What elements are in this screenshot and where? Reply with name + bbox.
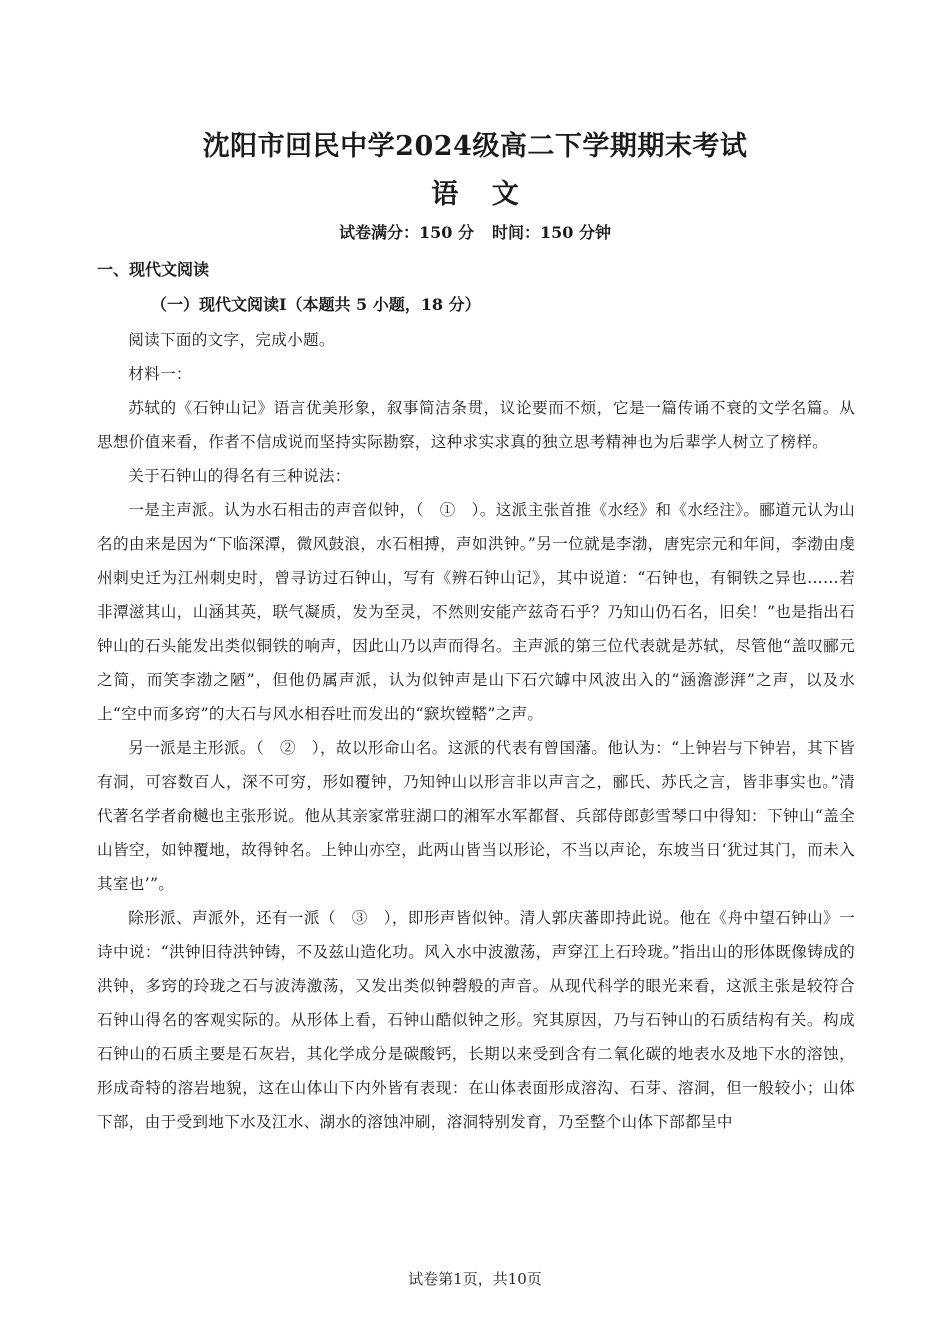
material-label: 材料一： [128,365,192,383]
exam-title: 沈阳市回民中学2024级高二下学期期末考试 [202,131,748,162]
time-info: 时间：150 分钟 [492,223,611,242]
subject-title: 语 文 [431,179,531,210]
section-heading: 一、现代文阅读 [97,260,210,279]
instruction-text: 阅读下面的文字，完成小题。 [128,331,335,349]
passage-paragraph: 苏轼的《石钟山记》语言优美形象，叙事简洁条贯，议论要而不烦，它是一篇传诵不衰的文学名篇。从思想价值来看，作者不信成说而坚持实际勘察，这种求实求真的独立思考精神也为后辈学人树立了榜样。 [97,399,855,451]
page-footer: 试卷第1页，共10页 [408,1270,542,1288]
reading-passage [97,323,855,1139]
subsection-heading: （一）现代文阅读I（本题共 5 小题，18 分） [151,295,481,314]
passage-paragraph: 关于石钟山的得名有三种说法： [128,467,351,485]
passage-paragraph: 一是主声派。认为水石相击的声音似钟，（ ① ）。这派主张首推《水经》和《水经注》。郦道元认为山名的由来是因为“下临深潭，微风鼓浪，水石相搏，声如洪钟。”另一位就是李渤，唐宪宗元和年间，李渤由虔州刺史迁为江州刺史时，曾寻访过石钟山，写有《辨石钟山记》，其中说道：“石钟也，有铜铁之异也……若非潭滋其山，山涵其英，联气凝质，发为至灵，不然则安能产兹奇石乎？乃知山仍石名，旧矣！”也是指出石钟山的石头能发出类似铜铁的响声，因此山乃以声而得名。主声派的第三位代表就是苏轼，尽管他“盖叹郦元之简，而笑李渤之陋”，但他仍属声派，认为似钟声是山下石穴罅中风波出入的“涵澹澎湃”之声，以及水上“空中而多窍”的大石与风水相吞吐而发出的“窾坎镗鞳”之声。 [97,501,855,723]
passage-paragraph: 除形派、声派外，还有一派（ ③ ），即形声皆似钟。清人郭庆蕃即持此说。他在《舟中望石钟山》一诗中说：“洪钟旧待洪钟铸，不及兹山造化功。风入水中波激荡，声穿江上石玲珑。”指出山的形体既像铸成的洪钟，多窍的玲珑之石与波涛激荡，又发出类似钟磬般的声音。从现代科学的眼光来看，这派主张是较符合石钟山得名的客观实际的。从形体上看，石钟山酷似钟之形。究其原因，乃与石钟山的石质结构有关。构成石钟山的石质主要是石灰岩，其化学成分是碳酸钙，长期以来受到含有二氧化碳的地表水及地下水的溶蚀，形成奇特的溶岩地貌，这在山体山下内外皆有表现：在山体表面形成溶沟、石芽、溶洞，但一般较小；山体下部，由于受到地下水及江水、湖水的溶蚀冲刷，溶洞特别发育，乃至整个山体下部都呈中 [97,909,855,1131]
passage-paragraph: 另一派是主形派。（ ② ），故以形命山名。这派的代表有曾国藩。他认为：“上钟岩与下钟岩，其下皆有洞，可容数百人，深不可穷，形如覆钟，乃知钟山以形言非以声言之，郦氏、苏氏之言，皆非事实也。”清代著名学者俞樾也主张形说。他从其亲家常驻湖口的湘军水军都督、兵部侍郎彭雪琴口中得知：下钟山“盖全山皆空，如钟覆地，故得钟名。上钟山亦空，此两山皆当以形论，不当以声论，东坡当日‘犹过其门，而未入其室也’”。 [97,739,855,893]
score-info: 试卷满分：150 分 [339,223,474,242]
exam-meta [0,220,950,243]
